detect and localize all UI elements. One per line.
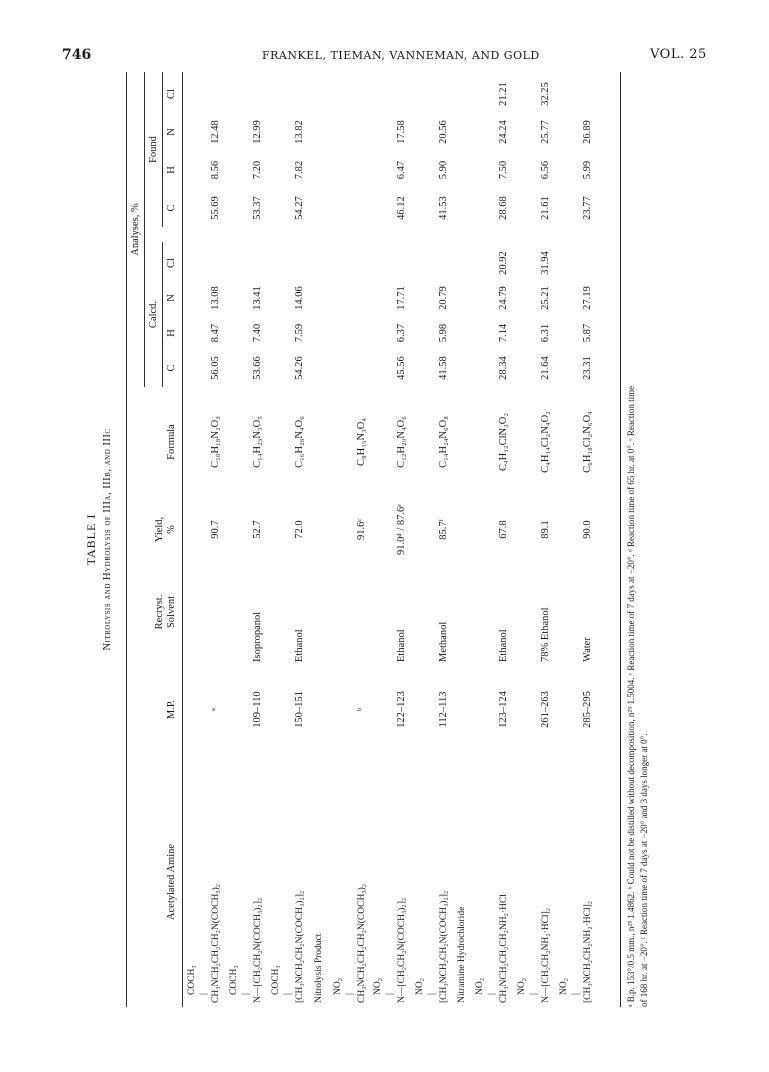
amine-line: NO₂ <box>415 977 425 995</box>
cell-calcd: 53.66 <box>252 356 263 380</box>
cell-found: 5.90 <box>438 160 449 180</box>
header-found-h: H <box>166 166 177 174</box>
cell-calcd: 31.94 <box>540 251 551 275</box>
cell-formula: C₆H₁₈Cl₂N₆O₄ <box>582 411 593 473</box>
amine-line: Nitramine Hydrochloride <box>457 906 467 1003</box>
top-rule <box>126 72 127 1007</box>
cell-solvent: 78% Ethanol <box>540 607 551 662</box>
header-calcd-c: C <box>166 364 177 372</box>
cell-solvent: Ethanol <box>294 629 305 662</box>
amine-line: CH₃NCH₂CH₂CH₂NH₂·HCl <box>499 894 509 1003</box>
cell-calcd: 23.31 <box>582 356 593 380</box>
cell-calcd: 17.71 <box>396 286 407 310</box>
cell-found: 54.27 <box>294 196 305 220</box>
header-found: Found <box>148 136 159 163</box>
cell-found: 28.68 <box>498 196 509 220</box>
cell-found: 41.53 <box>438 196 449 220</box>
bottom-rule <box>620 72 621 1007</box>
cell-yield: 90.0 <box>582 520 593 539</box>
amine-line: [CH₃NCH₂CH₂N(COCH₃)₂]₂ <box>295 890 305 1003</box>
amine-line: | <box>427 993 437 995</box>
cell-calcd: 13.41 <box>252 286 263 310</box>
amine-line: COCH₃ <box>271 965 281 995</box>
cell-found: 17.58 <box>396 120 407 144</box>
amine-line: NO₂ <box>517 977 527 995</box>
cell-found: 53.37 <box>252 196 263 220</box>
cell-mp: 109–110 <box>252 691 263 728</box>
cell-solvent: Ethanol <box>396 629 407 662</box>
cell-calcd: 24.79 <box>498 286 509 310</box>
cell-formula: C₈H₁₅N₃O₄ <box>356 417 367 467</box>
amine-line: CH₃NCH₂CH₂CH₂N(COCH₃)₂ <box>357 883 367 1003</box>
calcd-rule <box>162 242 163 387</box>
header-calcd-cl: Cl <box>166 258 177 268</box>
cell-formula: C₄H₁₄Cl₂N₄O₂ <box>540 411 551 473</box>
page-number: 746 <box>62 47 92 63</box>
amine-line: Nitrolysis Product <box>314 933 324 1003</box>
cell-calcd: 6.31 <box>540 323 551 343</box>
amine-line: COCH₃ <box>187 965 197 995</box>
amine-line: N—[CH₂CH₂N(COCH₃)₂]₂ <box>397 897 407 1003</box>
amine-line: | <box>487 993 497 995</box>
cell-calcd: 41.58 <box>438 356 449 380</box>
cell-calcd: 56.05 <box>210 356 221 380</box>
cell-mp: ᵇ <box>356 707 367 712</box>
header-formula: Formula <box>166 424 177 460</box>
cell-calcd: 45.56 <box>396 356 407 380</box>
cell-solvent: Isopropanol <box>252 611 263 662</box>
table-title: TABLE I <box>84 513 98 566</box>
cell-mp: ᵃ <box>210 708 221 711</box>
cell-calcd: 7.14 <box>498 323 509 343</box>
cell-found: 7.20 <box>252 160 263 180</box>
cell-calcd: 7.59 <box>294 323 305 343</box>
table-subtitle: Nitrolysis and Hydrolysis of IIIa, IIIb, and IIIc <box>102 428 113 651</box>
cell-calcd: 20.92 <box>498 251 509 275</box>
cell-mp: 150–151 <box>294 691 305 728</box>
cell-formula: C₁₀H₁₈N₂O₃ <box>210 416 221 468</box>
cell-found: 32.25 <box>540 82 551 106</box>
amine-line: N—[CH₂CH₂NH₂·HCl]₂ <box>541 907 551 1003</box>
cell-found: 7.50 <box>498 160 509 180</box>
amine-line: | <box>241 993 251 995</box>
cell-mp: 122–123 <box>396 691 407 728</box>
cell-found: 13.82 <box>294 120 305 144</box>
cell-yield: 91.6ᶜ <box>356 518 367 541</box>
cell-calcd: 5.98 <box>438 323 449 343</box>
cell-found: 6.47 <box>396 160 407 180</box>
cell-calcd: 7.40 <box>252 323 263 343</box>
cell-mp: 285–295 <box>582 691 593 728</box>
amine-line: NO₂ <box>333 977 343 995</box>
cell-found: 12.48 <box>210 120 221 144</box>
cell-found: 7.82 <box>294 160 305 180</box>
cell-found: 5.99 <box>582 160 593 180</box>
amine-line: N—[CH₂CH₂N(COCH₃)₂]₂ <box>253 897 263 1003</box>
cell-found: 21.61 <box>540 196 551 220</box>
cell-yield: 89.1 <box>540 520 551 539</box>
amine-line: | <box>571 993 581 995</box>
amine-line: [CH₃NCH₂CH₂N(COCH₃)₂]₂ <box>439 890 449 1003</box>
header-yield-unit: % <box>166 525 177 534</box>
amine-line: COCH₃ <box>229 965 239 995</box>
amine-line: | <box>385 993 395 995</box>
cell-calcd: 6.37 <box>396 323 407 343</box>
cell-calcd: 28.34 <box>498 356 509 380</box>
amine-line: NO₂ <box>475 977 485 995</box>
cell-calcd: 54.26 <box>294 356 305 380</box>
cell-solvent: Ethanol <box>498 629 509 662</box>
cell-formula: C₁₆H₂₈N₄O₆ <box>294 416 305 468</box>
footnote-line-2: of 168 hr. at −20°. ᶠ Reaction time of 7 days at −20° and 3 days longer at 0°. <box>639 733 649 1007</box>
amine-line: NO₂ <box>373 977 383 995</box>
cell-found: 24.24 <box>498 120 509 144</box>
cell-found: 26.89 <box>582 120 593 144</box>
cell-calcd: 25.21 <box>540 286 551 310</box>
cell-found: 46.12 <box>396 196 407 220</box>
cell-formula: C₁₄H₂₄N₆O₈ <box>438 416 449 468</box>
running-title: FRANKEL, TIEMAN, VANNEMAN, AND GOLD <box>262 49 540 62</box>
header-calcd-n: N <box>166 294 177 302</box>
cell-calcd: 20.79 <box>438 286 449 310</box>
cell-found: 6.56 <box>540 160 551 180</box>
amine-line: CH₃NCH₂CH₂CH₂N(COCH₃)₂ <box>211 883 221 1003</box>
cell-found: 8.56 <box>210 160 221 180</box>
header-analyses: Analyses, % <box>130 203 141 256</box>
header-found-cl: Cl <box>166 89 177 99</box>
header-solvent: Solvent <box>166 595 177 629</box>
header-found-n: N <box>166 128 177 136</box>
cell-mp: 261–263 <box>540 691 551 728</box>
cell-calcd: 21.64 <box>540 356 551 380</box>
found-rule <box>162 72 163 227</box>
cell-solvent: Methanol <box>438 621 449 662</box>
cell-mp: 112–113 <box>438 691 449 728</box>
analyses-rule <box>144 72 145 387</box>
rotated-table <box>80 72 655 1007</box>
cell-solvent: Water <box>582 637 593 662</box>
cell-yield: 85.7ᶠ <box>438 519 449 540</box>
cell-calcd: 14.06 <box>294 286 305 310</box>
cell-calcd: 13.08 <box>210 286 221 310</box>
cell-found: 20.56 <box>438 120 449 144</box>
amine-line: [CH₃NCH₂CH₂NH₂·HCl]₂ <box>583 900 593 1003</box>
cell-calcd: 27.19 <box>582 286 593 310</box>
header-calcd-h: H <box>166 329 177 337</box>
cell-yield: 67.8 <box>498 520 509 539</box>
header-acetylated-amine: Acetylated Amine <box>166 843 177 921</box>
cell-mp: 123–124 <box>498 691 509 728</box>
amine-line: NO₂ <box>559 977 569 995</box>
footnote-line-1: ᵃ B.p. 153°/0.5 mm., n²⁵ 1.4862. ᵇ Could not be distilled without decomposition, n²⁵ 1.5004. ᶜ Reaction time of 7 days at −20°. ᵈ Reaction time of 65 hr. at 0°. ᵉ Reaction time <box>626 385 636 1007</box>
header-calcd: Calcd. <box>148 300 159 329</box>
cell-formula: C₄H₁₂ClN₃O₂ <box>498 413 509 471</box>
header-bottom-rule <box>182 72 183 1007</box>
amine-line: | <box>283 993 293 995</box>
cell-formula: C₁₄H₂₃N₃O₅ <box>252 416 263 468</box>
header-found-c: C <box>166 204 177 212</box>
cell-calcd: 8.47 <box>210 323 221 343</box>
cell-found: 23.77 <box>582 196 593 220</box>
amine-line: | <box>199 993 209 995</box>
volume-label: VOL. 25 <box>650 47 707 62</box>
header-mp: M.P. <box>166 699 177 720</box>
cell-yield: 72.0 <box>294 520 305 539</box>
cell-found: 12.99 <box>252 120 263 144</box>
header-yield: Yield, <box>154 516 165 543</box>
amine-line: | <box>345 993 355 995</box>
cell-calcd: 5.87 <box>582 323 593 343</box>
header-recryst: Recryst. <box>154 594 165 630</box>
cell-yield: 91.0ᵈ / 87.6ᵉ <box>396 504 407 555</box>
cell-yield: 90.7 <box>210 520 221 539</box>
cell-found: 55.69 <box>210 196 221 220</box>
cell-yield: 52.7 <box>252 520 263 539</box>
cell-found: 25.77 <box>540 120 551 144</box>
cell-found: 21.21 <box>498 82 509 106</box>
amine-line: | <box>529 993 539 995</box>
cell-formula: C₁₂H₂₀N₄O₆ <box>396 416 407 468</box>
